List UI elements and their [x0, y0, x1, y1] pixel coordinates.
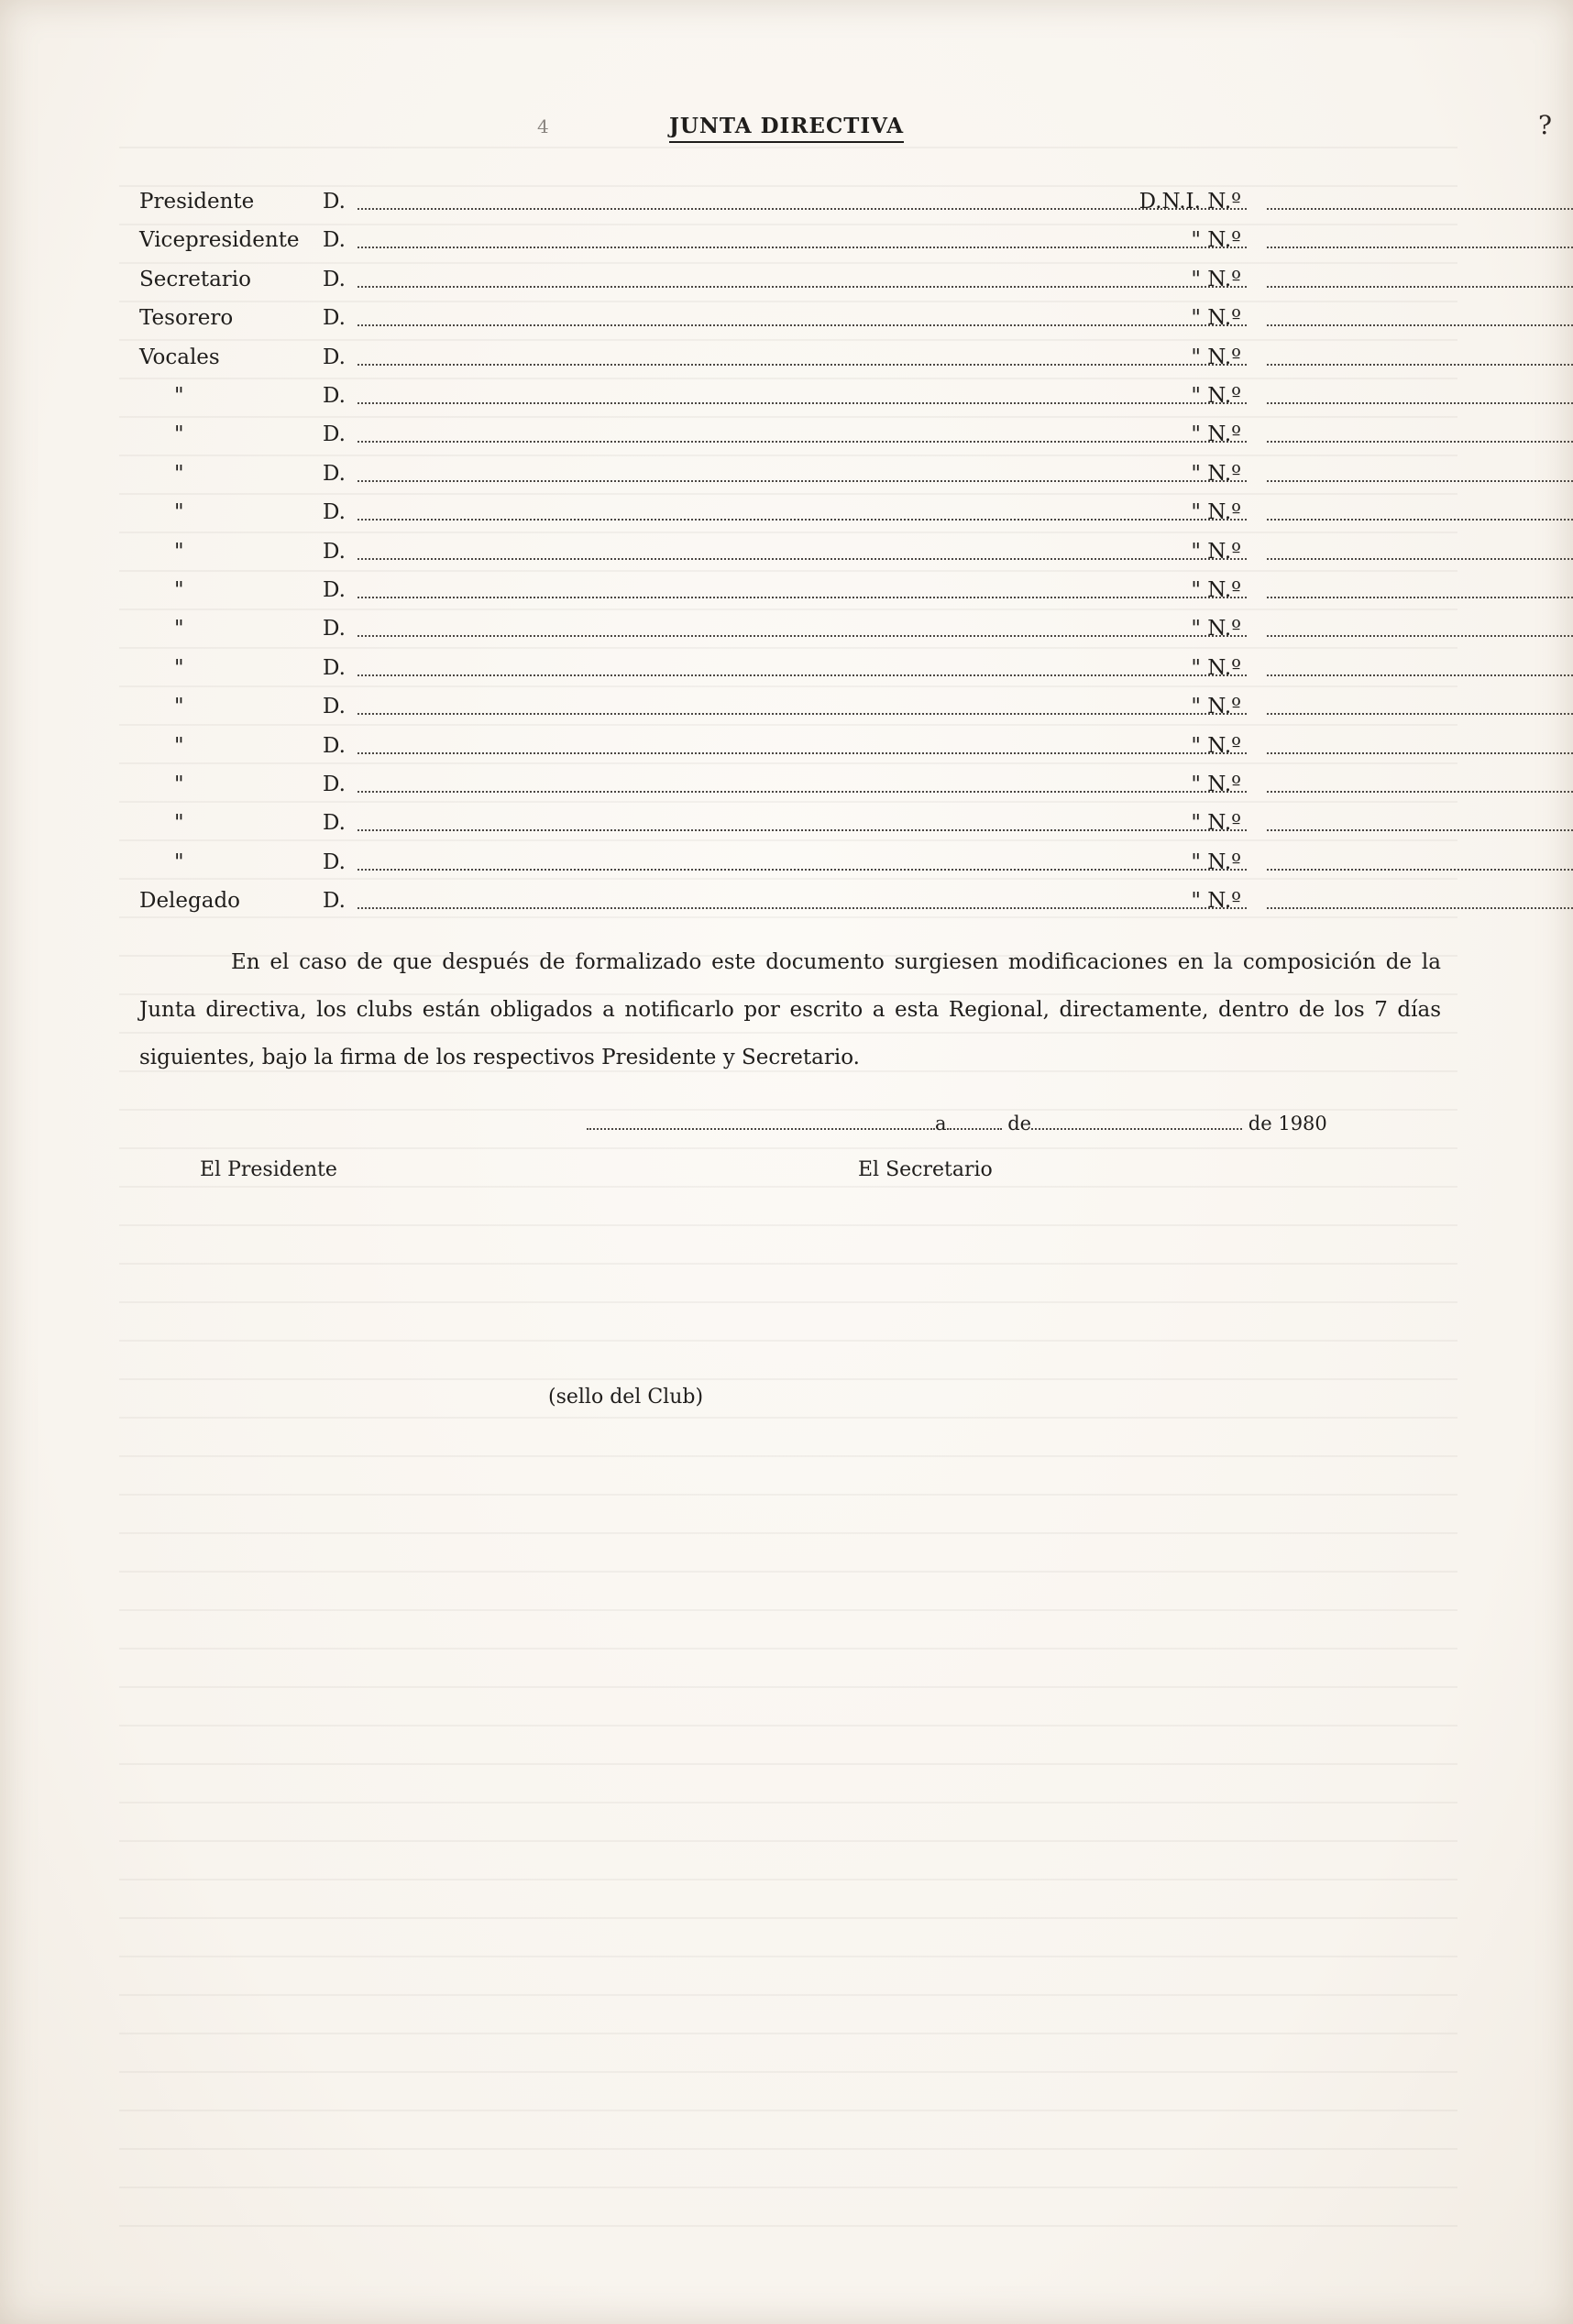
id-number-label: " N.º: [1191, 733, 1241, 758]
role-label: Presidente: [139, 190, 255, 214]
date-a-label: a: [935, 1113, 947, 1135]
id-number-field[interactable]: [1267, 713, 1573, 715]
role-label: ": [174, 384, 184, 408]
name-prefix: D.: [323, 422, 346, 447]
role-label: ": [174, 539, 184, 564]
id-number-field[interactable]: [1267, 829, 1573, 831]
id-number-label: " N.º: [1191, 617, 1241, 641]
id-number-label: " N.º: [1191, 422, 1241, 447]
name-prefix: D.: [323, 733, 346, 758]
role-label: ": [174, 578, 184, 602]
id-number-field[interactable]: [1267, 480, 1573, 482]
role-label: Vocales: [139, 345, 220, 369]
id-number-field[interactable]: [1267, 519, 1573, 521]
id-number-label: " N.º: [1191, 539, 1241, 564]
board-member-row: [139, 222, 1441, 258]
board-member-row: [139, 455, 1441, 492]
role-label: Tesorero: [139, 306, 234, 331]
id-number-field[interactable]: [1267, 674, 1573, 676]
board-member-row: [139, 533, 1441, 570]
id-number-field[interactable]: [1267, 402, 1573, 404]
name-prefix: D.: [323, 539, 346, 564]
role-label: ": [174, 733, 184, 758]
board-member-row: [139, 650, 1441, 686]
role-label: ": [174, 811, 184, 836]
name-prefix: D.: [323, 306, 346, 331]
board-member-row: [139, 339, 1441, 376]
role-label: ": [174, 461, 184, 486]
secretary-signature-label: El Secretario: [858, 1158, 993, 1181]
role-label: Vicepresidente: [139, 228, 300, 253]
board-member-row: [139, 378, 1441, 414]
id-number-label: " N.º: [1191, 578, 1241, 602]
notice-paragraph: En el caso de que después de formalizado este documento surgiesen modificaciones en la composición de la Junta directiva, los clubs están obligados a notificarlo por escrito a esta Regional, directamente, dentro de los 7 días siguientes, bajo la firma de los respectivos Presidente y Secretario.: [139, 950, 1441, 1069]
id-number-label: " N.º: [1191, 228, 1241, 253]
board-member-row: [139, 805, 1441, 841]
role-label: Secretario: [139, 267, 252, 291]
name-prefix: D.: [323, 384, 346, 408]
id-number-label: " N.º: [1191, 773, 1241, 796]
board-member-row: [139, 766, 1441, 803]
role-label: ": [174, 500, 184, 525]
id-number-label: " N.º: [1191, 889, 1241, 914]
board-member-row: [139, 572, 1441, 608]
name-prefix: D.: [323, 461, 346, 486]
board-member-row: [139, 844, 1441, 881]
id-number-label: " N.º: [1191, 384, 1241, 408]
id-number-label: " N.º: [1191, 655, 1241, 680]
president-signature-label: El Presidente: [200, 1158, 337, 1181]
id-number-label: " N.º: [1191, 850, 1241, 874]
id-number-field[interactable]: [1267, 324, 1573, 326]
id-number-label: " N.º: [1191, 306, 1241, 331]
page-title: [0, 114, 1573, 143]
role-label: ": [174, 695, 184, 719]
role-label: ": [174, 617, 184, 641]
role-label: ": [174, 422, 184, 447]
name-prefix: D.: [323, 578, 346, 602]
name-prefix: D.: [323, 617, 346, 641]
name-prefix: D.: [323, 695, 346, 719]
month-field[interactable]: [1031, 1128, 1242, 1130]
id-number-label: " N.º: [1191, 461, 1241, 486]
id-number-field[interactable]: [1267, 247, 1573, 248]
role-label: Delegado: [139, 889, 241, 914]
name-prefix: D.: [323, 267, 346, 291]
corner-mark: ?: [1538, 110, 1553, 140]
name-prefix: D.: [323, 850, 346, 874]
role-label: ": [174, 655, 184, 680]
board-member-row: [139, 494, 1441, 531]
name-prefix: D.: [323, 889, 346, 914]
name-prefix: D.: [323, 190, 346, 214]
id-number-field[interactable]: [1267, 208, 1573, 210]
role-label: ": [174, 773, 184, 796]
date-year-label: de 1980: [1248, 1113, 1327, 1135]
place-field[interactable]: [587, 1128, 935, 1130]
board-member-row: [139, 728, 1441, 764]
id-number-field[interactable]: [1267, 791, 1573, 793]
id-number-field[interactable]: [1267, 558, 1573, 560]
day-field[interactable]: [947, 1128, 1002, 1130]
board-member-row: [139, 261, 1441, 298]
id-number-label: " N.º: [1191, 811, 1241, 836]
board-member-row: [139, 610, 1441, 647]
pencil-mark: 4: [537, 115, 549, 137]
id-number-field[interactable]: [1267, 441, 1573, 443]
name-prefix: D.: [323, 811, 346, 836]
id-number-field[interactable]: [1267, 364, 1573, 366]
id-number-field[interactable]: [1267, 869, 1573, 871]
board-member-row: [139, 183, 1441, 220]
date-de-label: de: [1007, 1113, 1032, 1135]
id-number-label: " N.º: [1191, 695, 1241, 719]
board-member-row: [139, 416, 1441, 453]
id-number-label: " N.º: [1191, 345, 1241, 369]
id-number-label: D.N.I. N.º: [1138, 190, 1241, 214]
id-number-field[interactable]: [1267, 752, 1573, 754]
id-number-field[interactable]: [1267, 597, 1573, 598]
club-seal-label: (sello del Club): [548, 1386, 704, 1409]
name-prefix: D.: [323, 773, 346, 796]
id-number-field[interactable]: [1267, 635, 1573, 637]
date-line: [587, 1107, 1393, 1140]
name-prefix: D.: [323, 228, 346, 253]
id-number-label: " N.º: [1191, 500, 1241, 525]
id-number-field[interactable]: [1267, 907, 1573, 909]
id-number-field[interactable]: [1267, 286, 1573, 288]
board-member-row: [139, 882, 1441, 919]
board-member-row: [139, 688, 1441, 725]
name-prefix: D.: [323, 500, 346, 525]
role-label: ": [174, 850, 184, 874]
name-prefix: D.: [323, 345, 346, 369]
page-title-text: JUNTA DIRECTIVA: [669, 114, 904, 143]
id-number-label: " N.º: [1191, 267, 1241, 291]
board-member-row: [139, 300, 1441, 336]
name-prefix: D.: [323, 655, 346, 680]
